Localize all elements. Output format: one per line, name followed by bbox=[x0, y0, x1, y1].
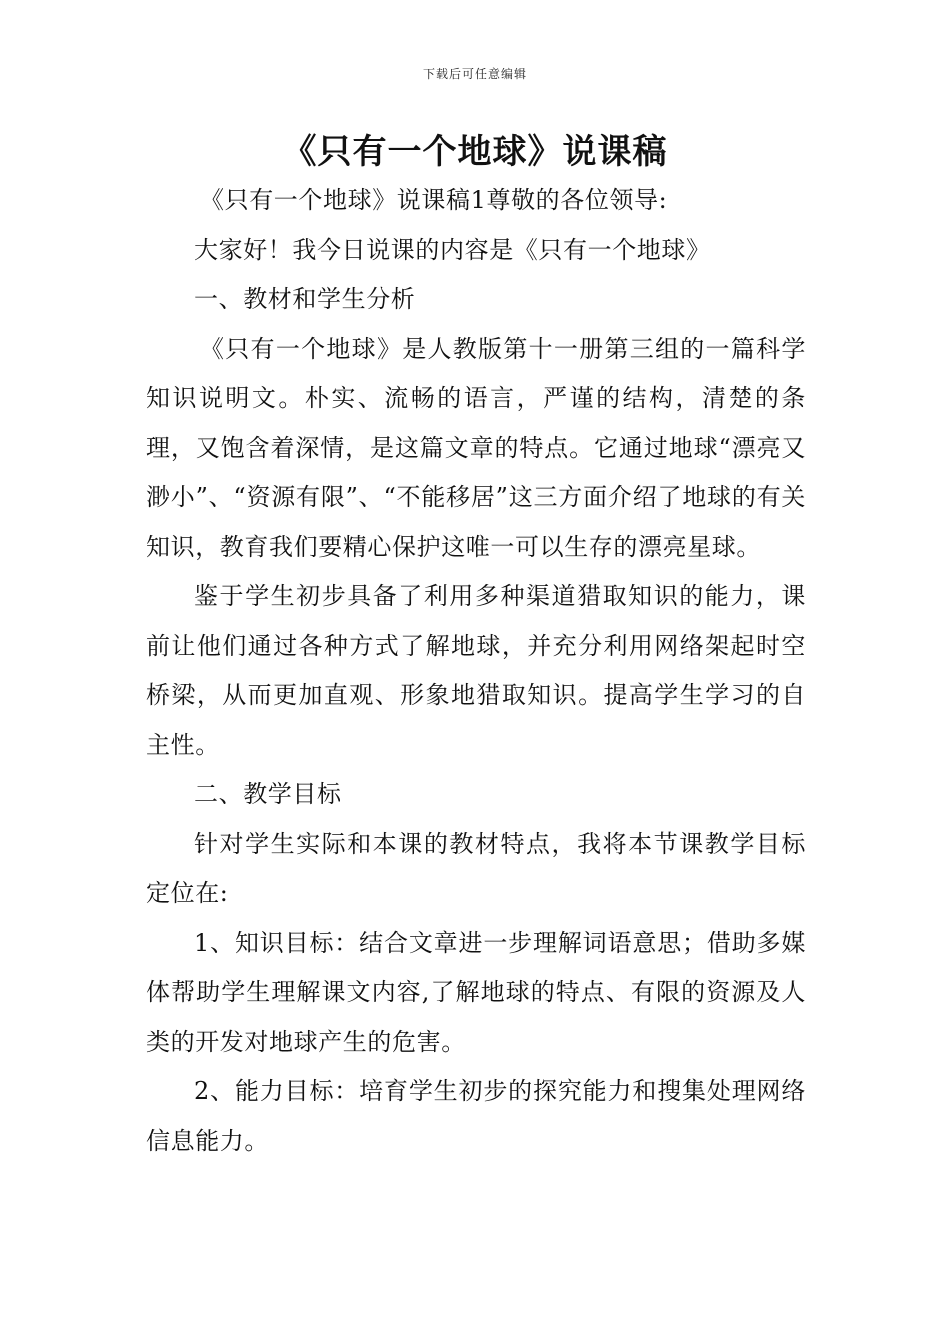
header-note: 下载后可任意编辑 bbox=[422, 67, 527, 81]
paragraph-knowledge-goal: 1、知识目标：结合文章进一步理解词语意思；借助多媒体帮助学生理解课文内容,了解地球的特点、有限的资源及人类的开发对地球产生的危害。 bbox=[146, 928, 806, 1056]
section-heading-1: 一、教材和学生分析 bbox=[194, 285, 416, 313]
document-body bbox=[146, 176, 806, 1166]
paragraph-material-analysis: 《只有一个地球》是人教版第十一册第三组的一篇科学知识说明文。朴实、流畅的语言，严谨的结构，清楚的条理，又饱含着深情，是这篇文章的特点。它通过地球“漂亮又渺小”、“资源有限”、“不能移居”这三方面介绍了地球的有关知识，教育我们要精心保护这唯一可以生存的漂亮星球。 bbox=[146, 334, 806, 561]
paragraph-ability-goal: 2、能力目标：培育学生初步的探究能力和搜集处理网络信息能力。 bbox=[146, 1077, 806, 1155]
paragraph-student-analysis: 鉴于学生初步具备了利用多种渠道猎取知识的能力，课前让他们通过各种方式了解地球，并充分利用网络架起时空桥梁，从而更加直观、形象地猎取知识。提高学生学习的自主性。 bbox=[146, 582, 806, 759]
section-heading-2: 二、教学目标 bbox=[194, 780, 342, 808]
paragraph-goal-intro: 针对学生实际和本课的教材特点，我将本节课教学目标定位在: bbox=[146, 829, 806, 907]
paragraph-intro: 《只有一个地球》说课稿1尊敬的各位领导: bbox=[200, 186, 668, 214]
paragraph-greeting: 大家好！我今日说课的内容是《只有一个地球》 bbox=[194, 235, 711, 264]
document-title: 《只有一个地球》说课稿 bbox=[282, 132, 668, 172]
